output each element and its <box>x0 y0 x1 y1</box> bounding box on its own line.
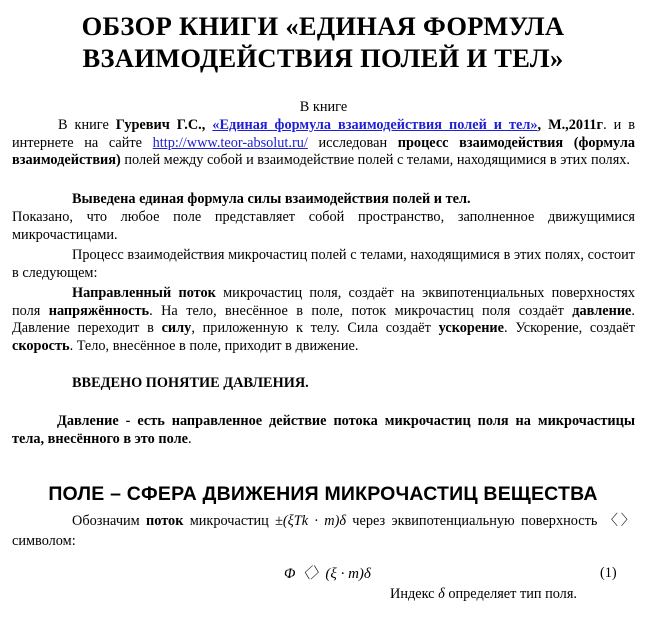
intro-caption: В книге <box>299 99 348 115</box>
field-definition-paragraph: Показано, что любое поле представляет собой пространство, заполненное движущимися микрочастицами. <box>12 209 635 243</box>
flux-formula: ±(ξTk · m)δ <box>275 513 346 529</box>
website-link[interactable]: http://www.teor-absolut.ru/ <box>152 134 308 151</box>
document-title <box>0 10 646 74</box>
formula-number: (1) <box>600 565 617 581</box>
section-heading: ПОЛЕ – СФЕРА ДВИЖЕНИЯ МИКРОЧАСТИЦ ВЕЩЕСТВА <box>48 483 598 505</box>
intro-paragraph: В книге Гуревич Г.С., «Единая формула взаимодействия полей и тел», М.,2011г. и в интернете на сайте http://www.teor-absolut.ru/ исследован процесс взаимодействия (формула взаимодействия) полей между собой и взаимодействие полей с телами, находящимися в этих полях. <box>12 117 636 168</box>
derived-formula-line: Выведена единая формула силы взаимодействия полей и тел. <box>72 191 471 207</box>
notation-paragraph: Обозначим поток микрочастиц ±(ξTk · m)δ через эквипотенциальную поверхность 〈〉 символом: <box>12 513 635 549</box>
formula-1: Φ〈〉(ξ · m)δ <box>284 566 371 582</box>
process-term: процесс взаимодействия (формула взаимодействия) <box>12 134 636 168</box>
title-line-1: ОБЗОР КНИГИ «ЕДИНАЯ ФОРМУЛА <box>81 11 565 41</box>
author-name: Гуревич Г.С., <box>115 117 206 133</box>
pressure-heading: ВВЕДЕНО ПОНЯТИЕ ДАВЛЕНИЯ. <box>72 375 309 391</box>
index-note: Индекс δ определяет тип поля. <box>390 586 577 602</box>
mechanism-paragraph: Направленный поток микрочастиц поля, создаёт на эквипотенциальных поверхностях поля напряжённость. На тело, внесённое в поле, поток микрочастиц поля создаёт давление. Давление переходит в силу, приложенную к телу. Сила создаёт ускорение. Ускорение, создаёт скорость. Тело, внесённое в поле, приходит в движение. <box>12 285 636 354</box>
process-paragraph: Процесс взаимодействия микрочастиц полей с телами, находящимися в этих полях, состоит в следующем: <box>12 247 635 281</box>
city-year: М.,2011г <box>548 117 604 133</box>
book-title-link[interactable]: «Единая формула взаимодействия полей и тел» <box>212 117 538 133</box>
pressure-definition: Давление - есть направленное действие потока микрочастиц поля на микрочастицы тела, внесённого в это поле. <box>12 413 635 447</box>
title-line-2: ВЗАИМОДЕЙСТВИЯ ПОЛЕЙ И ТЕЛ» <box>82 43 564 73</box>
surface-symbol: 〈〉 <box>603 513 635 529</box>
